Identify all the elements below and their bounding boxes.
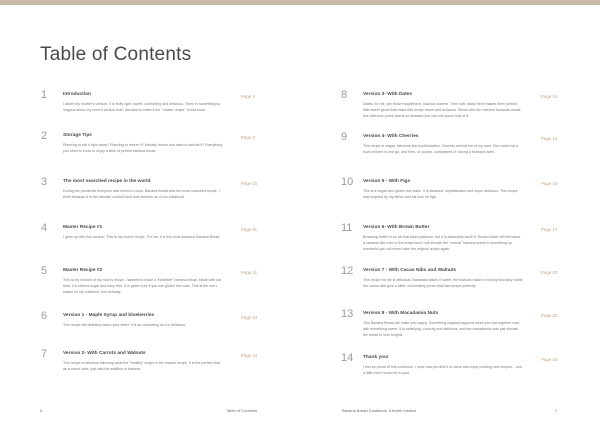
toc-entry-description: Browning butter is an art that takes patience, but it is absolutely worth it. Brown butter will introduce a caramel-like note to the bread and it will elevate the "normal" banana bread to something so wonderful you will never bake the original recipe again. — [363, 235, 521, 251]
toc-entry-description: This recipe for me is delicious. Bananas makes it sweet, the walnuts make it crunchy and silky, while the cacao nibs give a bitter, chocolately punch that harmonize perfectly. — [363, 278, 523, 288]
toc-entry-description: I adore my mother's version. It is fluffy light, sweet, comforting and delicious. There is something so magical about my mom's version that I decided to make it the "master recipe" of this book. — [63, 102, 221, 112]
toc-entry-number: 9 — [341, 131, 348, 143]
toc-entry-number: 4 — [41, 222, 48, 234]
toc-entry-page: Page 24 — [541, 357, 558, 362]
header-accent-bar — [0, 0, 600, 5]
toc-entry-title: Version 6- With Brown Butter — [363, 225, 430, 230]
toc-entry-title: Version 7 - With Cacao Nibs and Walnuts — [363, 268, 457, 273]
toc-entry-page: Page 16 — [541, 181, 558, 186]
toc-entry-number: 10 — [341, 176, 354, 188]
toc-entry-number: 3 — [41, 176, 48, 188]
footer-left-label: Table of Contents — [226, 408, 258, 413]
toc-entry-title: Version 1 - Maple Syrup and blueberries — [63, 313, 155, 318]
toc-entry-description: This Banana Bread will make you happy. Something magical happens when you mix together nuts with something sweet. It is satisfying, crunchy and delicious, and the macadamia nuts just elevate the bread to new heights. — [363, 321, 520, 337]
toc-entry-number: 6 — [41, 310, 48, 322]
toc-entry-description: This recipe will definitely warm your heart. It is as comforting as it is delicious. — [63, 323, 187, 327]
toc-entry-page: Page 4 — [241, 94, 255, 99]
toc-entry-title: Introduction — [63, 92, 91, 97]
toc-entry-page: Page 14 — [541, 136, 558, 141]
toc-entry-page: Page 11 — [241, 270, 258, 275]
toc-entry-page: Page 20 — [541, 270, 558, 275]
toc-entry-title: Version 5 - With Figs — [363, 179, 411, 184]
toc-entry-page: Page 8 — [241, 135, 255, 140]
toc-entry-number: 1 — [41, 89, 48, 101]
toc-entry-page: Page 14 — [541, 94, 558, 99]
toc-entry-title: Storage Tips — [63, 133, 92, 138]
toc-entry-title: Version 3- With Dates — [363, 92, 413, 97]
toc-entry-page: Page 22 — [541, 313, 558, 318]
toc-entry-title: Version 2- With Carrots and Walnuts — [63, 351, 146, 356]
toc-entry-title: Master Recipe #2 — [63, 268, 103, 273]
toc-entry-title: Version 4- With Cherries — [363, 134, 419, 139]
toc-entry-title: The most searched recipe in the world — [63, 179, 151, 184]
toc-entry-description: This recipe is vegan, fabulous and sophisticated. Cherries remind me of my aunt. She could eat a bowl of them in one go, and then, of course, complained of having a stomach ache. — [363, 144, 518, 154]
toc-entry-description: This is my version of my mom's recipe. I wanted to make a "healthier" banana bread. Made with oat flour, it is refined sugar and dairy free. It is gluten free if you use gluten free oats. This is the one I baked for my childrens' first birthday. — [63, 278, 222, 294]
toc-entry-description: This is a vegan and gluten free bake. It is fabulous, sophisticated and super delicious. This recipe was inspired by my father and his love for figs. — [363, 189, 518, 199]
toc-entry-title: Master Recipe #1 — [63, 225, 103, 230]
toc-entry-page: Page 10 — [241, 181, 258, 186]
toc-entry-page: Page 17 — [541, 227, 558, 232]
toc-entry-title: Version 8 - With Macadamia Nuts — [363, 311, 439, 316]
toc-entry-description: Dates, for me, are those magnificent, luscious sweets. Their soft, sticky flesh makes them perfect little sweet gems that make this recipe sweet and delicious. Mixed with the mashed bananas create this delicious puree that is so fantastic you can eat spoon fulls of it. — [363, 102, 521, 118]
toc-entry-description: This recipe is fabulous following what the "healthy" recipe in the master recipe. It is the perfect idea as a carrot cake, just with the addition of banana. — [63, 361, 221, 371]
toc-entry-number: 12 — [341, 265, 354, 277]
toc-entry-number: 5 — [41, 265, 48, 277]
toc-entry-description: Planning to eat it right away? Planning to freeze it? Already frozen and want to defrost it? Everything you need to know to enjoy a slice of perfect banana bread. — [63, 143, 223, 153]
footer-left-page-number: 6 — [40, 408, 43, 413]
toc-entry-number: 14 — [341, 352, 354, 364]
page-title: Table of Contents — [40, 44, 192, 65]
toc-entry-number: 11 — [341, 222, 353, 234]
toc-entry-number: 8 — [341, 89, 348, 101]
toc-entry-description: During the pandemic everyone was forced to cook. Banana Bread was the most searched recipe. I think because it is the ultimate comfort food that reminds us of our childhood. — [63, 189, 220, 199]
toc-entry-number: 2 — [41, 130, 48, 142]
toc-entry-number: 7 — [41, 348, 48, 360]
toc-entry-number: 13 — [341, 308, 354, 320]
toc-entry-title: Thank you! — [363, 355, 389, 360]
toc-entry-page: Page 12 — [241, 353, 258, 358]
toc-entry-page: Page 12 — [241, 315, 258, 320]
toc-entry-description: I feel so proud of this cookbook. I hope that you find it of value and enjoy cooking new recipes... and a little more home me to you! — [363, 365, 522, 375]
footer-right-page-number: 7 — [555, 408, 558, 413]
toc-entry-description: I grew up with this version. This is my mom's recipe. For me, it is the most delicious Banana Bread. — [63, 235, 221, 239]
toc-entry-page: Page 11 — [241, 227, 258, 232]
footer-right-label: Banana Bread Cookbook. Kitchen Instinct — [342, 408, 417, 413]
